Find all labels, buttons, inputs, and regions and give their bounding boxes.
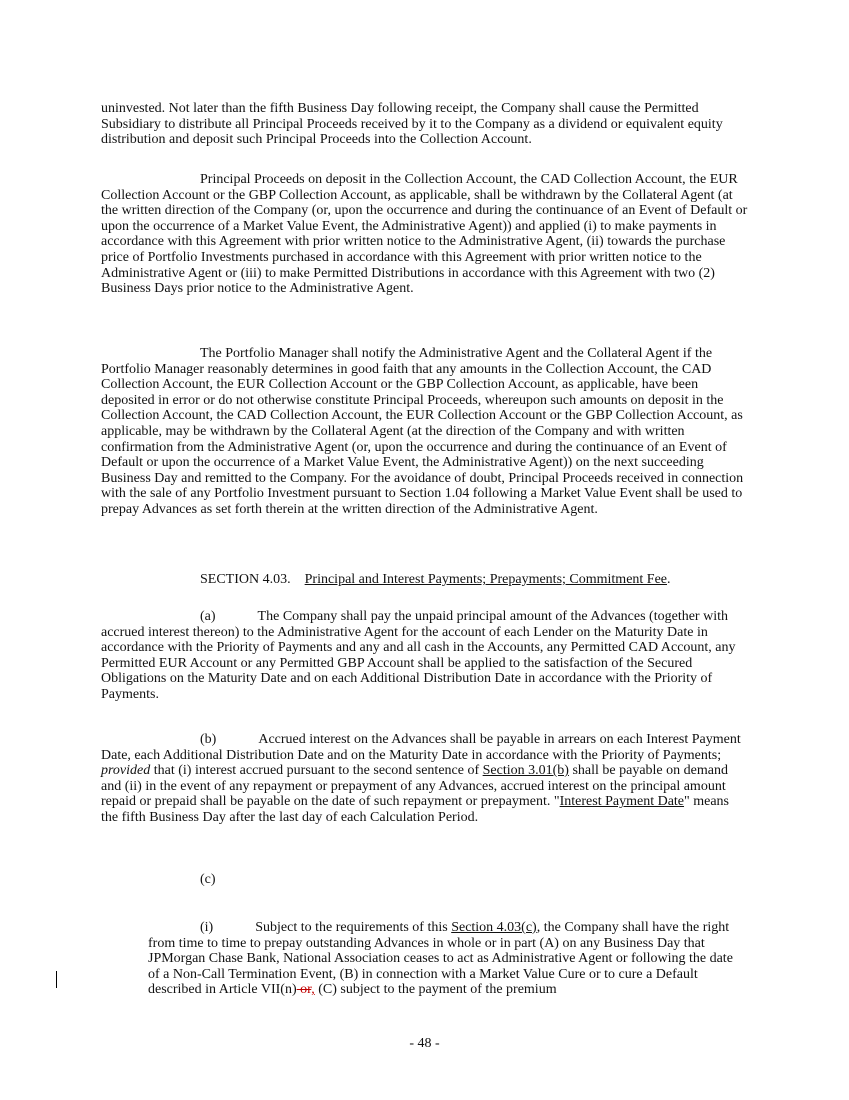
paragraph-a-text: The Company shall pay the unpaid principal amount of the Advances (together with accrued interest thereon) to the Administrative Agent for the account of each Lender on the Maturity Date in accordance with the Priority of Payments and any and all cash in the Accounts, any Permitted CAD Account, any Permitted EUR Account or any Permitted GBP Account shall be applied to the satisfaction of the Secured Obligations on the Maturity Date and on each Additional Distribution Date in accordance with the Priority of Payments. bbox=[101, 609, 736, 702]
paragraph-b-text: shall be payable on demand and (ii) in the event of any repayment or prepayment of any Advances, accrued interest on the principal amount repaid or prepaid shall be payable on the date of such repayment or prepayment. " bbox=[101, 763, 728, 810]
paragraph-uninvested bbox=[101, 101, 749, 148]
section-title: Principal and Interest Payments; Prepayments; Commitment Fee bbox=[304, 572, 668, 587]
paragraph-text: The Portfolio Manager shall notify the Administrative Agent and the Collateral Agent if the Portfolio Manager reasonably determines in good faith that any amounts in the Collection Account, the CAD Collection Account, the EUR Collection Account or the GBP Collection Account, as applicable, have been deposited in error or do not otherwise constitute Principal Proceeds, whereupon such amounts on deposit in the Collection Account, the CAD Collection Account, the EUR Collection Account or the GBP Collection Account, as applicable, may be withdrawn by the Collateral Agent (at the direction of the Company and with written confirmation from the Administrative Agent (or, upon the occurrence and during the continuance of an Event of Default or upon the occurrence of a Market Value Event, the Administrative Agent)) on the next succeeding Business Day and remitted to the Company. For the avoidance of doubt, Principal Proceeds received in connection with the sale of any Portfolio Investment pursuant to Section 1.04 following a Market Value Event shall be used to prepay Advances as set forth therein at the written direction of the Administrative Agent. bbox=[101, 346, 744, 517]
provided-term: provided bbox=[101, 763, 151, 779]
section-reference: Section 4.03(c) bbox=[451, 920, 537, 935]
paragraph-c-i-text: Subject to the requirements of this bbox=[255, 920, 452, 935]
paragraph-c-i-text: , the Company shall have the right from time to time to prepay outstanding Advances in whole or in part (A) on any Business Day that JPMorgan Chase Bank, National Association ceases to act as Administrative Agent or following the date of a Non-Call Termination Event, (B) in connection with a Market Value Cure or to cure a Default described in Article VII(n) bbox=[148, 920, 733, 998]
paragraph-b bbox=[101, 732, 749, 826]
paragraph-c-label: (c) bbox=[200, 872, 216, 887]
deleted-text: or bbox=[296, 982, 312, 998]
paragraph-b-text: " means the fifth Business Day after the last day of each Calculation Period. bbox=[101, 794, 729, 825]
paragraph-b-label: (b) bbox=[200, 732, 217, 747]
paragraph-c-i bbox=[148, 920, 748, 998]
paragraph-c-i-text: (C) subject to the payment of the premium bbox=[314, 982, 557, 998]
paragraph-principal-proceeds bbox=[101, 172, 749, 297]
page-number: - 48 - bbox=[409, 1036, 440, 1051]
paragraph-a-label: (a) bbox=[200, 609, 216, 624]
paragraph-a bbox=[101, 609, 749, 703]
section-number: SECTION 4.03. bbox=[200, 572, 291, 587]
change-bar bbox=[56, 971, 57, 988]
inserted-text: , bbox=[311, 982, 315, 998]
paragraph-portfolio-manager bbox=[101, 346, 749, 518]
paragraph-b-text: Accrued interest on the Advances shall be payable in arrears on each Interest Payment Date, each Additional Distribution Date and on the Maturity Date in accordance with the Priority of Payments; bbox=[101, 732, 741, 763]
paragraph-text: uninvested. Not later than the fifth Business Day following receipt, the Company shall cause the Permitted Subsidiary to distribute all Principal Proceeds received by it to the Company as a dividend or equivalent equity distribution and deposit such Principal Proceeds into the Collection Account. bbox=[101, 101, 723, 148]
paragraph-text: Principal Proceeds on deposit in the Collection Account, the CAD Collection Account, the EUR Collection Account or the GBP Collection Account, as applicable, shall be withdrawn by the Collateral Agent (at the written direction of the Company (or, upon the occurrence and during the continuance of an Event of Default or upon the occurrence of a Market Value Event, the Administrative Agent)) and applied (i) to make payments in accordance with this Agreement with prior written notice to the Administrative Agent, (ii) towards the purchase price of Portfolio Investments purchased in accordance with this Agreement with prior written notice to the Administrative Agent or (iii) to make Permitted Distributions in accordance with this Agreement with two (2) Business Days prior notice to the Administrative Agent. bbox=[101, 172, 748, 297]
section-reference: Section 3.01(b) bbox=[482, 763, 569, 779]
section-heading bbox=[200, 572, 671, 588]
paragraph-c-i-label: (i) bbox=[200, 920, 214, 935]
section-period: . bbox=[667, 572, 671, 587]
defined-term: Interest Payment Date bbox=[559, 794, 685, 810]
paragraph-b-text: that (i) interest accrued pursuant to the second sentence of bbox=[150, 763, 483, 779]
